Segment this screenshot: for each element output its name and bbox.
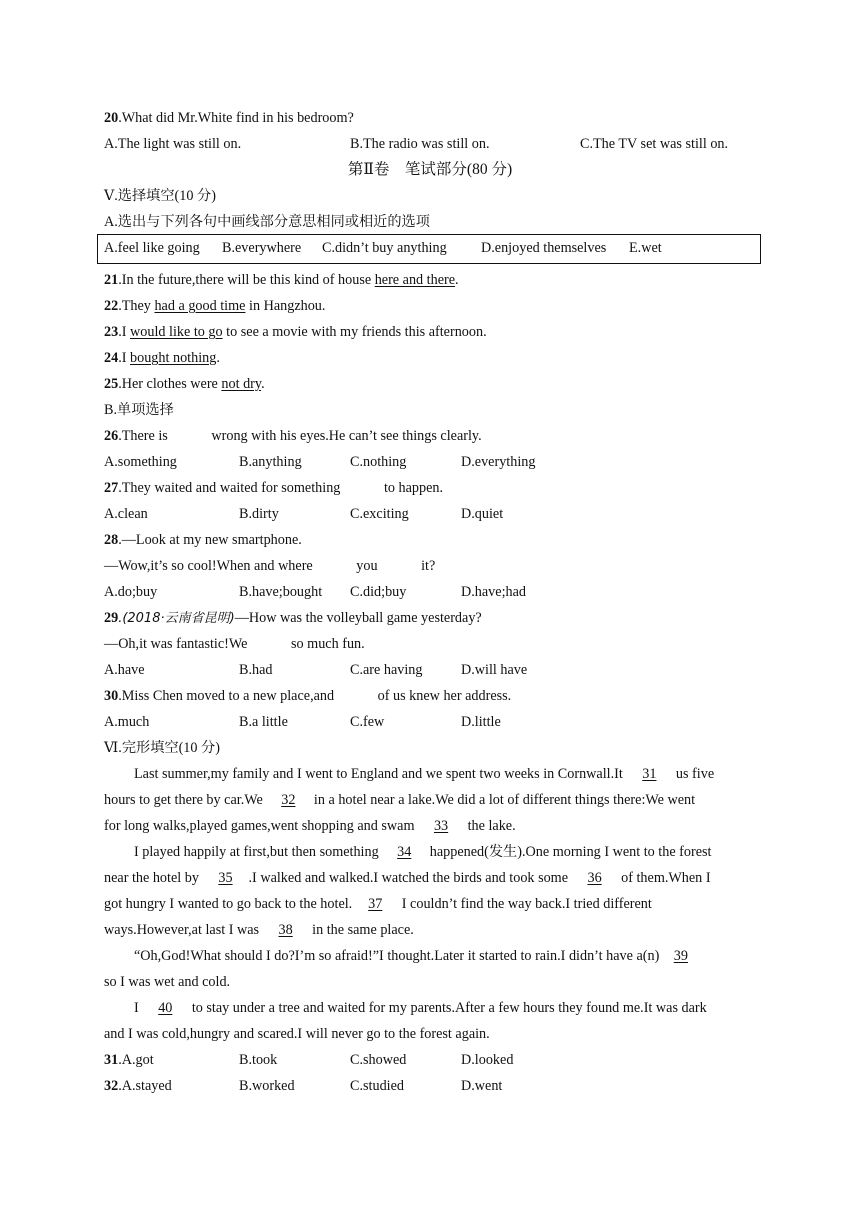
question-number: 31 xyxy=(104,1052,119,1068)
question-30 xyxy=(104,686,511,706)
cloze-blank-34[interactable]: 34 xyxy=(397,844,412,860)
question-number: 32 xyxy=(104,1078,119,1094)
passage-line xyxy=(104,920,414,940)
option-d: D.quiet xyxy=(461,506,504,522)
question-29-line-2 xyxy=(104,634,365,654)
option-d: D.went xyxy=(461,1078,503,1094)
option-b: B.anything xyxy=(239,454,302,470)
option-b: B.a little xyxy=(239,714,288,730)
option-a: A.much xyxy=(104,714,150,730)
answer-blank[interactable] xyxy=(338,686,378,706)
word-bank-b: B.everywhere xyxy=(222,240,302,256)
word-bank-e: E.wet xyxy=(629,240,662,256)
passage-line xyxy=(134,946,699,966)
option-b: B.The radio was still on. xyxy=(350,136,490,152)
option-c: C.did;buy xyxy=(350,584,407,600)
question-31-option-a xyxy=(104,1050,154,1070)
option-a: A.have xyxy=(104,662,145,678)
answer-blank[interactable] xyxy=(251,634,291,654)
option-a: A.something xyxy=(104,454,177,470)
passage-line xyxy=(104,894,652,914)
question-text: you xyxy=(356,558,382,574)
question-20 xyxy=(104,108,354,128)
question-32-option-a xyxy=(104,1076,172,1096)
question-23 xyxy=(104,322,487,342)
option-d: D.will have xyxy=(461,662,528,678)
word-bank-a: A.feel like going xyxy=(104,240,200,256)
question-number: 29 xyxy=(104,610,119,626)
question-text: .I xyxy=(118,350,131,366)
question-text-end: . xyxy=(455,272,459,288)
option-a: .A.stayed xyxy=(118,1078,172,1094)
part-v-b-instruction: B.单项选择 xyxy=(104,402,174,418)
question-number: 25 xyxy=(104,376,119,392)
answer-blank[interactable] xyxy=(316,556,356,576)
question-text: .What did Mr.White find in his bedroom? xyxy=(118,110,354,126)
passage-text: I xyxy=(134,1000,143,1016)
option-b: B.worked xyxy=(239,1078,295,1094)
passage-text: near the hotel by xyxy=(104,870,203,886)
passage-line xyxy=(134,842,711,862)
word-bank-box xyxy=(97,234,761,264)
passage-text: for long walks,played games,went shopping and swam xyxy=(104,818,419,834)
question-28 xyxy=(104,530,302,550)
part-v-a-instruction: A.选出与下列各句中画线部分意思相同或相近的选项 xyxy=(104,214,430,230)
question-25 xyxy=(104,374,265,394)
underlined-phrase: had a good time xyxy=(154,298,246,314)
question-number: 23 xyxy=(104,324,119,340)
passage-text: I couldn’t find the way back.I tried different xyxy=(398,896,652,912)
answer-blank[interactable] xyxy=(344,478,384,498)
question-21 xyxy=(104,270,459,290)
question-text-end: . xyxy=(216,350,220,366)
underlined-phrase: would like to go xyxy=(130,324,223,340)
underlined-phrase: bought nothing xyxy=(130,350,217,366)
passage-text: Last summer,my family and I went to England and we spent two weeks in Cornwall.It xyxy=(134,766,627,782)
question-text: .They waited and waited for something xyxy=(118,480,344,496)
passage-line xyxy=(134,998,707,1018)
option-a: .A.got xyxy=(118,1052,154,1068)
passage-text: ways.However,at last I was xyxy=(104,922,263,938)
option-c: C.studied xyxy=(350,1078,404,1094)
question-text: .Her clothes were xyxy=(118,376,222,392)
question-number: 24 xyxy=(104,350,119,366)
passage-text: I played happily at first,but then something xyxy=(134,844,383,860)
option-d: D.looked xyxy=(461,1052,514,1068)
question-text-end: wrong with his eyes.He can’t see things clearly. xyxy=(211,428,482,444)
option-c: C.few xyxy=(350,714,385,730)
option-c: C.exciting xyxy=(350,506,409,522)
part-v-title: Ⅴ.选择填空(10 分) xyxy=(104,188,216,204)
passage-line: so I was wet and cold. xyxy=(104,974,231,990)
option-b: B.took xyxy=(239,1052,278,1068)
passage-text: to stay under a tree and waited for my parents.After a few hours they found me.It was dark xyxy=(188,1000,707,1016)
cloze-blank-37[interactable]: 37 xyxy=(368,896,383,912)
passage-text: hours to get there by car.We xyxy=(104,792,267,808)
option-c: C.showed xyxy=(350,1052,407,1068)
option-b: B.had xyxy=(239,662,273,678)
option-b: B.have;bought xyxy=(239,584,323,600)
word-bank-c: C.didn’t buy anything xyxy=(322,240,447,256)
passage-text: happened(发生).One morning I went to the forest xyxy=(426,844,712,860)
question-text-end: so much fun. xyxy=(291,636,365,652)
underlined-phrase: not dry xyxy=(221,376,262,392)
answer-blank[interactable] xyxy=(171,426,211,446)
question-number: 22 xyxy=(104,298,119,314)
cloze-blank-33[interactable]: 33 xyxy=(433,818,449,834)
passage-text: the lake. xyxy=(464,818,516,834)
question-29 xyxy=(104,608,482,628)
passage-line xyxy=(104,790,695,810)
question-24 xyxy=(104,348,220,368)
question-text: .In the future,there will be this kind of house xyxy=(118,272,375,288)
option-c: C.The TV set was still on. xyxy=(580,136,729,152)
question-text-end: to see a movie with my friends this afternoon. xyxy=(222,324,487,340)
passage-text: in a hotel near a lake.We did a lot of different things there:We went xyxy=(310,792,696,808)
part-vi-title: Ⅵ.完形填空(10 分) xyxy=(104,740,220,756)
question-text: .—Look at my new smartphone. xyxy=(118,532,302,548)
question-number: 28 xyxy=(104,532,119,548)
passage-text: of them.When I xyxy=(617,870,711,886)
option-b: B.dirty xyxy=(239,506,279,522)
passage-line xyxy=(104,816,516,836)
question-26 xyxy=(104,426,482,446)
question-text-end: . xyxy=(261,376,265,392)
cloze-blank-40[interactable]: 40 xyxy=(158,1000,173,1016)
cloze-blank-38[interactable]: 38 xyxy=(278,922,293,938)
passage-text: .I walked and walked.I watched the birds and took some xyxy=(248,870,572,886)
passage-line: and I was cold,hungry and scared.I will never go to the forest again. xyxy=(104,1026,490,1042)
question-text: —Wow,it’s so cool!When and where xyxy=(104,558,317,574)
underlined-phrase: here and there xyxy=(374,272,456,288)
passage-text: “Oh,God!What should I do?I’m so afraid!”I thought.Later it started to rain.I didn’t have a(n) xyxy=(134,948,663,964)
cloze-blank-32[interactable]: 32 xyxy=(281,792,296,808)
question-text: .Miss Chen moved to a new place,and xyxy=(118,688,338,704)
section-2-title: 第Ⅱ卷 笔试部分(80 分) xyxy=(347,161,513,178)
answer-blank[interactable] xyxy=(381,556,421,576)
question-number: 21 xyxy=(104,272,119,288)
question-text-end: of us knew her address. xyxy=(377,688,512,704)
cloze-blank-36[interactable]: 36 xyxy=(587,870,602,886)
option-a: A.The light was still on. xyxy=(104,136,242,152)
question-text: —Oh,it was fantastic!We xyxy=(104,636,251,652)
question-27 xyxy=(104,478,443,498)
cloze-blank-39[interactable]: 39 xyxy=(673,948,688,964)
option-a: A.do;buy xyxy=(104,584,158,600)
word-bank-d: D.enjoyed themselves xyxy=(481,240,607,256)
passage-line xyxy=(134,764,714,784)
passage-line xyxy=(104,868,711,888)
question-text-end: in Hangzhou. xyxy=(245,298,326,314)
passage-text: us five xyxy=(672,766,715,782)
question-text: .They xyxy=(118,298,155,314)
question-text-end: it? xyxy=(421,558,436,574)
option-c: C.nothing xyxy=(350,454,407,470)
option-a: A.clean xyxy=(104,506,148,522)
passage-text: in the same place. xyxy=(308,922,414,938)
question-number: 20 xyxy=(104,110,119,126)
option-d: D.have;had xyxy=(461,584,527,600)
option-c: C.are having xyxy=(350,662,423,678)
passage-text: got hungry I wanted to go back to the hotel. xyxy=(104,896,353,912)
question-text: —How was the volleyball game yesterday? xyxy=(234,610,482,626)
cloze-blank-35[interactable]: 35 xyxy=(218,870,233,886)
question-28-line-2 xyxy=(104,556,435,576)
option-d: D.everything xyxy=(461,454,536,470)
question-text: .I xyxy=(118,324,131,340)
question-number: 27 xyxy=(104,480,119,496)
question-number: 26 xyxy=(104,428,119,444)
question-22 xyxy=(104,296,325,316)
cloze-blank-31[interactable]: 31 xyxy=(642,766,657,782)
question-text-end: to happen. xyxy=(383,480,444,496)
question-source: .(2018·云南省昆明) xyxy=(118,611,235,626)
question-text: .There is xyxy=(118,428,172,444)
option-d: D.little xyxy=(461,714,501,730)
question-number: 30 xyxy=(104,688,119,704)
